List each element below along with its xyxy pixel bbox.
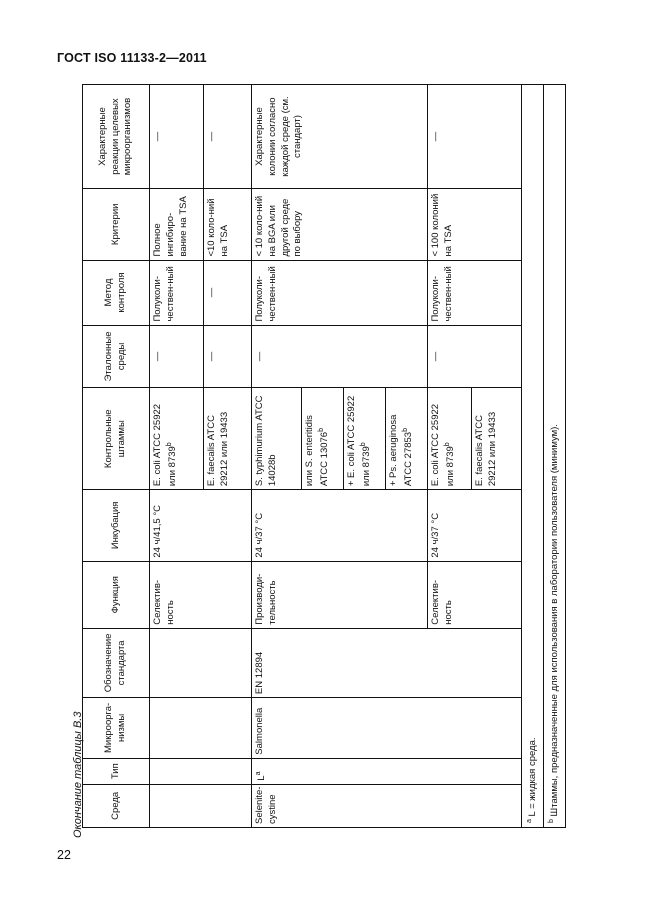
incubation-cell: 24 ч/37 °C [252, 490, 428, 561]
col-header-microorganisms: Микроорга-низмы [83, 698, 150, 759]
footnote-row [522, 85, 544, 828]
col-header-strains: Контрольные штаммы [83, 388, 150, 490]
col-header-criteria: Критерии [83, 189, 150, 260]
type-cell [252, 758, 522, 784]
col-header-method: Метод контроля [83, 260, 150, 325]
function-cell: Селектив-ность [150, 561, 252, 628]
document-header: ГОСТ ISO 11133-2—2011 [57, 51, 207, 65]
table-cell [150, 758, 252, 784]
reaction-cell: Характерные колонии согласно каждой среде (см. стандарт) [252, 85, 428, 189]
col-header-function: Функция [83, 561, 150, 628]
col-header-standard: Обозначение стандарта [83, 628, 150, 697]
table-row [252, 85, 302, 828]
method-cell: Полуколи-чествен-ный [150, 260, 204, 325]
reference-cell: — [428, 325, 522, 388]
type-text: L [256, 775, 268, 781]
media-table [82, 84, 566, 828]
footnote-b-text: Штаммы, предназначенные для использования в лаборатории пользователя (минимум). [549, 424, 561, 817]
method-cell: Полуколи-чествен-ный [428, 260, 522, 325]
col-header-type: Тип [83, 758, 150, 784]
reference-cell: — [252, 325, 428, 388]
table-area [82, 84, 561, 828]
footnote-mark: b [547, 819, 555, 823]
function-cell: Производи-тельность [252, 561, 428, 628]
table-cell [150, 784, 252, 827]
footnote-b [543, 85, 565, 828]
table-row [150, 85, 204, 828]
reaction-cell: — [428, 85, 522, 189]
standard-cell: EN 12894 [252, 628, 522, 697]
col-header-reference-media: Эталонные среды [83, 325, 150, 388]
strain-text: E. coli ATCC 25922 или 8739 [152, 403, 178, 487]
criteria-cell: <10 коло-ний на TSA [204, 189, 252, 260]
footnote-mark: a [255, 771, 262, 776]
footnote-mark: a [526, 819, 533, 823]
footnote-mark: b [401, 428, 409, 432]
reference-cell: — [204, 325, 252, 388]
strain-text: + E. coli ATCC 25922 или 8739 [346, 395, 372, 487]
strain-cell [386, 388, 428, 490]
incubation-cell: 24 ч/41,5 °C [150, 490, 252, 561]
reaction-cell: — [204, 85, 252, 189]
footnote-mark: b [165, 442, 173, 447]
strain-text: или S. enteritidis ATCC 13076 [304, 415, 330, 487]
header-row [83, 85, 150, 828]
footnote-row [543, 85, 565, 828]
footnote-a-text: L = жидкая среда. [527, 737, 539, 817]
footnote-a [522, 85, 544, 828]
footnote-mark: b [317, 428, 325, 432]
table-cell [150, 698, 252, 759]
table-cell [150, 628, 252, 697]
strain-cell [344, 388, 386, 490]
criteria-cell: Полное ингибиро-вание на TSA [150, 189, 204, 260]
footnote-mark: b [443, 442, 451, 447]
col-header-reactions: Характерные реакции целевых микроорганизмов [83, 85, 150, 189]
reaction-cell: — [150, 85, 204, 189]
rotated-table [82, 84, 561, 828]
criteria-cell: < 100 колоний на TSA [428, 189, 522, 260]
method-cell: Полуколи-чествен-ный [252, 260, 428, 325]
strain-cell [302, 388, 344, 490]
strain-text: + Ps. aeruginosa ATCC 27853 [388, 414, 414, 487]
page-number: 22 [57, 848, 71, 862]
microorganism-cell: Salmonella [252, 698, 522, 759]
reference-cell: — [150, 325, 204, 388]
table-caption: Окончание таблицы В.3 [72, 711, 84, 838]
strain-cell: E. faecalis ATCC 29212 или 19433 [472, 388, 522, 490]
strain-cell: E. faecalis ATCC 29212 или 19433 [204, 388, 252, 490]
medium-cell: Selenite-cystine [252, 784, 522, 827]
footnote-mark: b [359, 442, 367, 447]
strain-text: E. coli ATCC 25922 или 8739 [430, 403, 456, 487]
incubation-cell: 24 ч/37 °C [428, 490, 522, 561]
strain-cell [428, 388, 472, 490]
col-header-incubation: Инкубация [83, 490, 150, 561]
strain-cell [150, 388, 204, 490]
col-header-medium: Среда [83, 784, 150, 827]
function-cell: Селектив-ность [428, 561, 522, 628]
strain-cell: S. typhimurium ATCC 14028b [252, 388, 302, 490]
criteria-cell: < 10 коло-ний на BGA или другой среде по выбору [252, 189, 428, 260]
method-cell: — [204, 260, 252, 325]
